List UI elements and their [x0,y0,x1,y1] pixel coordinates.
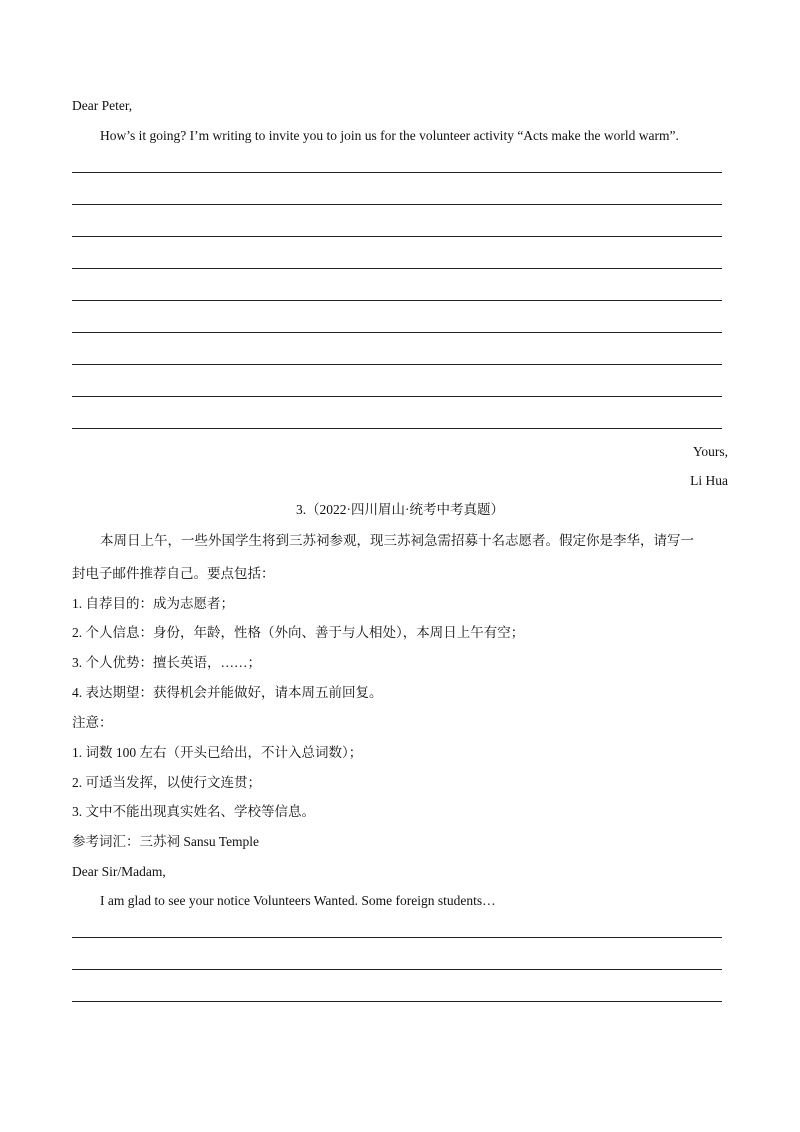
task3-point: 4. 表达期望：获得机会并能做好，请本周五前回复。 [72,685,383,700]
task3-salutation: Dear Sir/Madam, [72,864,166,879]
writing-line [72,172,722,173]
letter1-salutation: Dear Peter, [72,98,133,113]
writing-line [72,1001,722,1002]
task3-intro-line2: 封电子邮件推荐自己。要点包括： [72,566,275,581]
task3-note: 2. 可适当发挥，以使行文连贯； [72,775,261,790]
letter1-signature: Li Hua [690,473,728,488]
writing-line [72,428,722,429]
task3-heading: 3.（2022·四川眉山·统考中考真题） [295,502,505,517]
writing-line [72,364,722,365]
writing-line [72,332,722,333]
task3-point: 3. 个人优势：擅长英语，……； [72,655,261,670]
task3-note: 1. 词数 100 左右（开头已给出，不计入总词数）； [72,745,363,760]
writing-line [72,204,722,205]
letter1-closing: Yours, [692,444,728,459]
writing-line [72,236,722,237]
writing-line [72,969,722,970]
writing-line [72,268,722,269]
task3-notes-title: 注意： [72,715,113,730]
task3-opening: I am glad to see your notice Volunteers Wanted. Some foreign students… [100,893,496,908]
task3-point: 1. 自荐目的：成为志愿者； [72,596,234,611]
task3-point: 2. 个人信息：身份，年龄，性格（外向、善于与人相处），本周日上午有空； [72,625,525,640]
task3-intro-line1: 本周日上午，一些外国学生将到三苏祠参观，现三苏祠急需招募十名志愿者。假定你是李华，请写一 [100,533,694,548]
letter1-opening: How’s it going? I’m writing to invite you to join us for the volunteer activity “Acts make the world warm”. [100,128,679,143]
writing-line [72,396,722,397]
writing-line [72,937,722,938]
task3-note: 3. 文中不能出现真实姓名、学校等信息。 [72,804,315,819]
writing-line [72,300,722,301]
task3-vocab: 参考词汇：三苏祠 Sansu Temple [72,834,260,849]
